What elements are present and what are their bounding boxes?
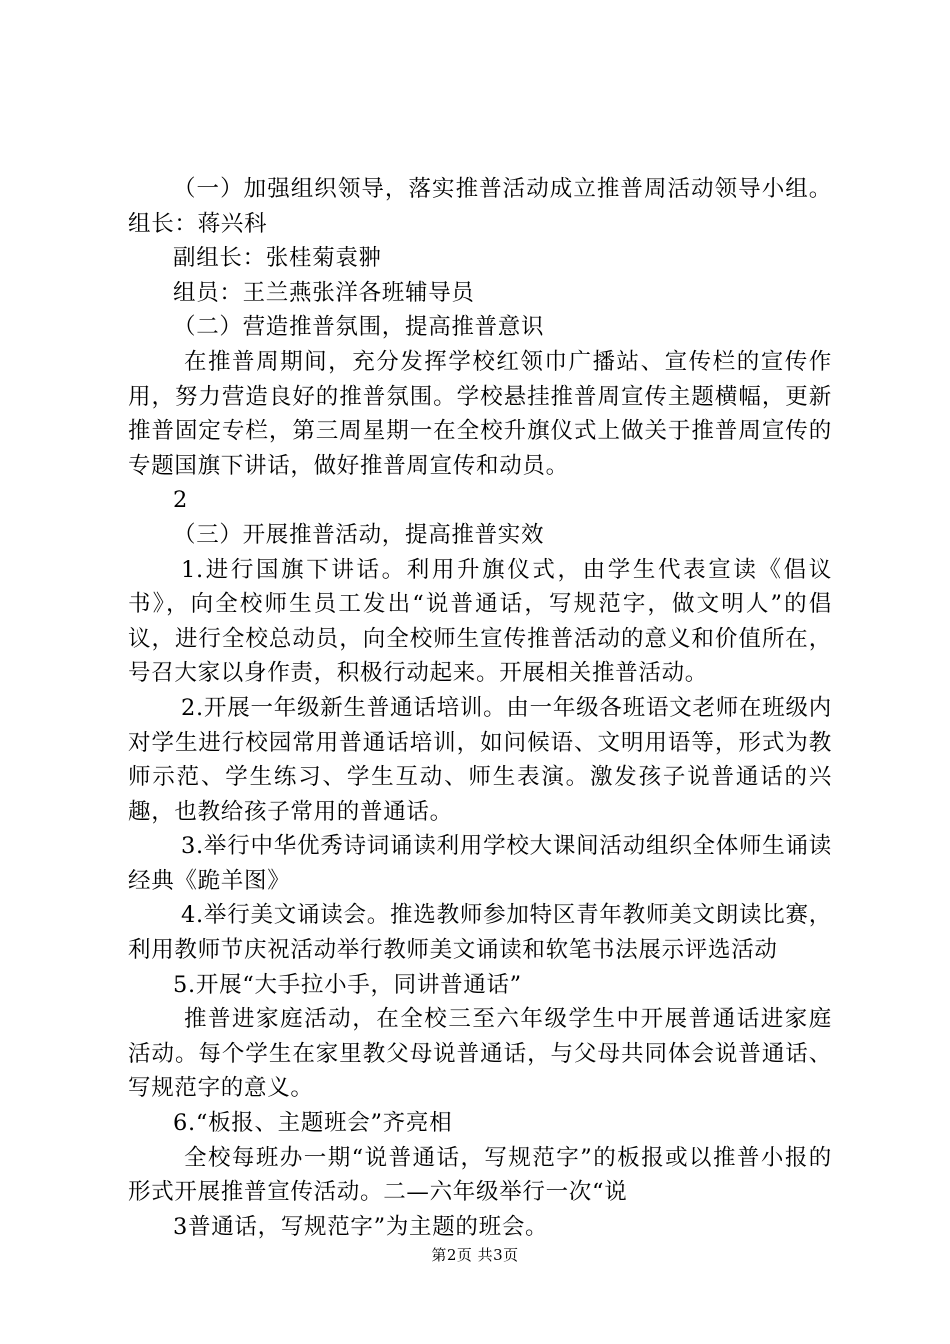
paragraph: 推普进家庭活动，在全校三至六年级学生中开展普通话进家庭活动。每个学生在家里教父母说普通话，与父母共同体会说普通话、写规范字的意义。 [128,1006,832,1102]
paragraph: （三）开展推普活动，提高推普实效 [173,521,545,548]
paragraph: 副组长：张桂菊袁翀 [173,245,382,272]
paragraph: 在推普周期间，充分发挥学校红领巾广播站、宣传栏的宣传作用，努力营造良好的推普氛围。学校悬挂推普周宣传主题横幅，更新推普固定专栏，第三周星期一在全校升旗仪式上做关于推普周宣传的专题国旗下讲话，做好推普周宣传和动员。 [128,348,832,479]
page-footer: 第2页 共3页 [431,1246,519,1264]
paragraph: 4.举行美文诵读会。推选教师参加特区青年教师美文朗读比赛，利用教师节庆祝活动举行教师美文诵读和软笔书法展示评选活动 [128,902,832,964]
paragraph: 组员：王兰燕张洋各班辅导员 [173,279,475,306]
paragraph: 3.举行中华优秀诗词诵读利用学校大课间活动组织全体师生诵读经典《跪羊图》 [128,833,832,894]
paragraph: 5.开展“大手拉小手，同讲普通话” [173,971,522,998]
document-body [128,172,832,1244]
paragraph: 全校每班办一期“说普通话，写规范字”的板报或以推普小报的形式开展推普宣传活动。二—六年级举行一次“说 [128,1144,832,1206]
paragraph: 1.进行国旗下讲话。利用升旗仪式，由学生代表宣读《倡议书》，向全校师生员工发出“说普通话，写规范字，做文明人”的倡议，进行全校总动员，向全校师生宣传推普活动的意义和价值所在，号召大家以身作责，积极行动起来。开展相关推普活动。 [128,556,832,687]
paragraph: （一）加强组织领导，落实推普活动成立推普周活动领导小组。组长：蒋兴科 [128,176,832,237]
paragraph: （二）营造推普氛围，提高推普意识 [173,314,545,341]
paragraph: 2.开展一年级新生普通话培训。由一年级各班语文老师在班级内对学生进行校园常用普通话培训，如问候语、文明用语等，形式为教师示范、学生练习、学生互动、师生表演。激发孩子说普通话的兴趣，也教给孩子常用的普通话。 [128,694,832,825]
paragraph: 2 [173,487,189,514]
paragraph: 6.“板报、主题班会”齐亮相 [173,1110,453,1137]
paragraph: 3普通话，写规范字”为主题的班会。 [173,1213,549,1240]
